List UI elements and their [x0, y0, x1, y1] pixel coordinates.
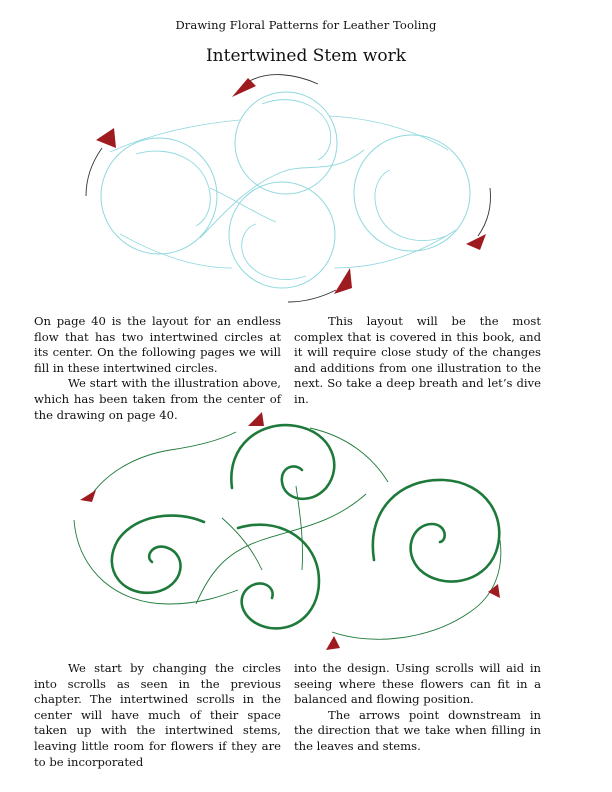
paragraph: This layout will be the most complex that is covered in this book, and it will require close study of the changes and additions from one illustration to the next. So take a deep breath and let’s dive in. — [294, 314, 541, 406]
arrow-bottom — [288, 268, 352, 302]
intertwined-circles-figure — [0, 70, 612, 310]
running-header: Drawing Floral Patterns for Leather Tooling — [175, 18, 437, 32]
inner-curl-top — [262, 100, 331, 160]
paragraph: We start with the illustration above, which has been taken from the center of the drawing on page 40. — [34, 376, 281, 422]
inner-curl-left — [136, 151, 210, 226]
arrow-head — [488, 584, 500, 598]
text-column-left-bottom — [34, 661, 281, 770]
flow-lines — [110, 116, 456, 268]
circle-bottom — [229, 182, 335, 288]
scrolls-figure — [0, 408, 612, 658]
inner-curl-right — [375, 170, 446, 241]
stem-center-cross — [196, 494, 366, 604]
circle-outlines — [101, 92, 470, 288]
page-title: Intertwined Stem work — [205, 46, 407, 66]
paragraph: On page 40 is the layout for an endless flow that has two intertwined circles at its center. On the following pages we will fill in these intertwined circles. — [34, 314, 281, 375]
flow-line-top-right — [330, 116, 448, 150]
circle-top — [235, 92, 337, 194]
scroll-right — [373, 480, 499, 582]
text-column-left-top — [34, 314, 281, 423]
scroll-thin-stems — [74, 428, 501, 639]
paragraph: into the design. Using scrolls will aid in seeing where these flowers can fit in a balanced and flowing position. — [294, 661, 541, 707]
stem-top-left — [88, 432, 236, 500]
arrow-head — [248, 412, 264, 426]
scroll-left — [112, 516, 204, 593]
inner-curls — [136, 100, 446, 280]
flow-line-top-left — [110, 120, 240, 152]
inner-curl-bottom — [242, 224, 306, 280]
paragraph: We start by changing the circles into scrolls as seen in the previous chapter. The intertwined scrolls in the center will have much of their space taken up with the intertwined stems, leaving little room for flowers if they are to be incorporated — [34, 661, 281, 769]
circle-left — [101, 138, 217, 254]
scroll-bottom — [238, 525, 319, 629]
stem-bottom-right — [332, 540, 501, 639]
circle-right — [354, 135, 470, 251]
flow-line-bottom-right — [334, 230, 456, 268]
text-column-right-bottom — [294, 661, 541, 755]
arrow-head — [326, 636, 340, 650]
flow-arrows — [86, 75, 491, 302]
arrow-head — [80, 490, 96, 502]
paragraph: The arrows point downstream in the direction that we take when filling in the leaves and stems. — [294, 707, 541, 753]
scroll-top — [231, 425, 334, 499]
text-column-right-top — [294, 314, 541, 408]
